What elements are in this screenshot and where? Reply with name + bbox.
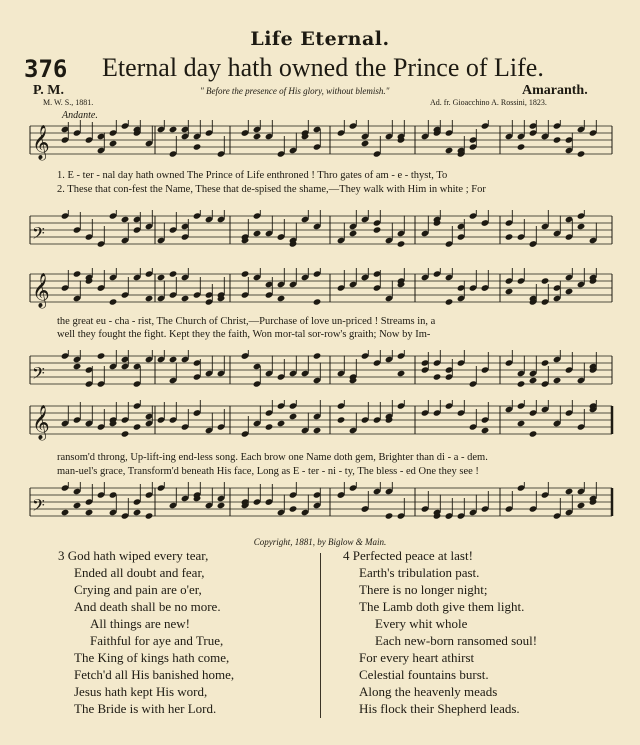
verse-line: Crying and pain are o'er, xyxy=(74,582,202,597)
lyric-line: the great eu - cha - rist, The Church of Christ,—Purchase of love un-priced ! Streams in, a xyxy=(57,316,436,327)
verse-line: The Lamb doth give them light. xyxy=(359,599,525,614)
verse-line: And death shall be no more. xyxy=(74,599,221,614)
svg-text:𝄢: 𝄢 xyxy=(32,363,45,387)
treble-staff xyxy=(0,268,640,310)
lyric-line: man-uel's grace, Transform'd beneath His face, Long as E - ter - ni - ty, The bless - ed One they see ! xyxy=(57,466,479,477)
svg-text:𝄢: 𝄢 xyxy=(32,223,45,247)
bass-staff xyxy=(0,482,640,524)
verse-line: Ended all doubt and fear, xyxy=(74,565,205,580)
hymn-title: Eternal day hath owned the Prince of Life. xyxy=(102,53,544,82)
copyright-notice: Copyright, 1881, by Biglow & Main. xyxy=(253,537,387,547)
verse-line: Fetch'd all His banished home, xyxy=(74,667,235,682)
verse-4 xyxy=(343,547,537,717)
meter-label: P. M. xyxy=(33,83,64,98)
verse-line: Celestial fountains burst. xyxy=(359,667,489,682)
tempo-marking: Andante. xyxy=(62,110,98,121)
verse-line: All things are new! xyxy=(90,616,191,631)
svg-text:𝄞: 𝄞 xyxy=(32,273,50,308)
verse-line: 4 Perfected peace at last! xyxy=(343,548,473,563)
lyric-line: ransom'd throng, Up-lift-ing end-less song. Each brow one Name doth gem, Brighter than di - a - dem. xyxy=(57,452,488,463)
lyric-line: 1. E - ter - nal day hath owned The Prince of Life enthroned ! Thro gates of am - e - thyst, To xyxy=(57,170,448,181)
verse-line: 3 God hath wiped every tear, xyxy=(58,548,209,563)
verse-line: Faithful for aye and True, xyxy=(90,633,224,648)
bass-staff xyxy=(0,210,640,252)
lyric-line: well they fought the fight. Kept they the faith, Won mor-tal sor-row's graith; Now by Im- xyxy=(57,329,431,340)
treble-staff xyxy=(0,120,640,162)
section-title: Life Eternal. xyxy=(250,28,390,50)
verse-line: There is no longer night; xyxy=(359,582,488,597)
verse-line: Every whit whole xyxy=(375,616,468,631)
verse-3 xyxy=(58,547,234,717)
verse-line: Jesus hath kept His word, xyxy=(74,684,208,699)
svg-text:𝄞: 𝄞 xyxy=(32,125,50,160)
verse-line: For every heart athirst xyxy=(359,650,475,665)
verse-line: Each new-born ransomed soul! xyxy=(375,633,538,648)
verse-number: 3 xyxy=(58,548,65,563)
verse-line: Earth's tribulation past. xyxy=(359,565,480,580)
words-attribution: M. W. S., 1881. xyxy=(43,98,94,107)
verse-line: Along the heavenly meads xyxy=(359,684,498,699)
verse-divider xyxy=(320,553,321,718)
tune-name: Amaranth. xyxy=(522,83,588,98)
verse-number: 4 xyxy=(343,548,350,563)
music-attribution: Ad. fr. Gioacchino A. Rossini, 1823. xyxy=(430,98,547,107)
verse-line: His flock their Shepherd leads. xyxy=(359,701,520,716)
svg-text:𝄞: 𝄞 xyxy=(32,405,50,440)
hymn-number: 376 xyxy=(24,55,68,83)
verse-line: The King of kings hath come, xyxy=(74,650,230,665)
verse-line: The Bride is with her Lord. xyxy=(74,701,217,716)
treble-staff xyxy=(0,400,640,442)
lyric-line: 2. These that con-fest the Name, These that de-spised the shame,—They walk with Him in white ; For xyxy=(57,184,486,195)
epigraph: " Before the presence of His glory, without blemish." xyxy=(200,86,390,96)
bass-staff xyxy=(0,350,640,392)
svg-text:𝄢: 𝄢 xyxy=(32,495,45,519)
